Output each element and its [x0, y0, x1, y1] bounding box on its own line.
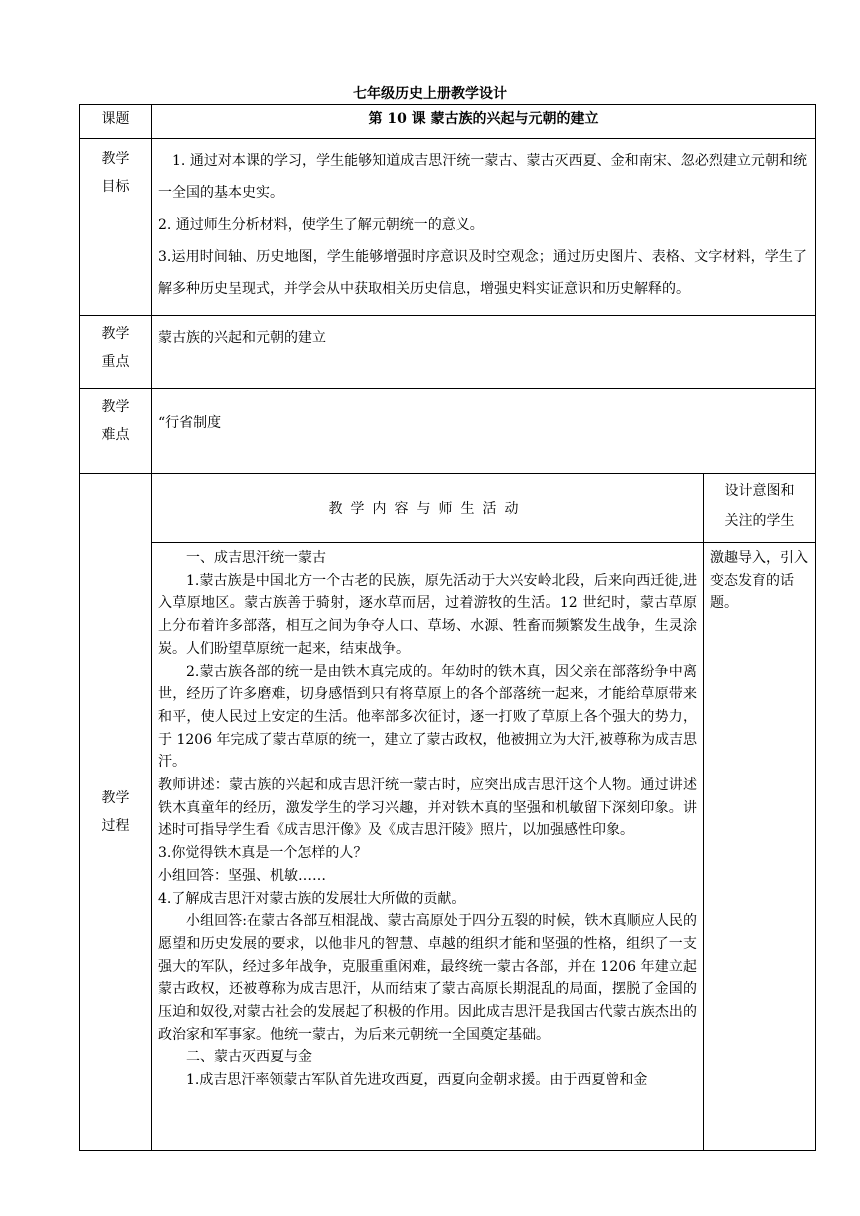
goal-item: 2. 通过师生分析材料，使学生了解元朝统一的意义。 — [158, 217, 484, 233]
process-label-cell — [80, 474, 152, 1151]
goals-row — [80, 139, 816, 316]
difficulties-row — [80, 389, 816, 474]
intent-header — [704, 474, 816, 543]
process-label-line-2: 过程 — [101, 818, 130, 834]
content-paragraph: 1.蒙古族是中国北方一个古老的民族，原先活动于大兴安岭北段，后来向西迁徙,进入草原地区。蒙古族善于骑射，逐水草而居，过着游牧的生活。12 世纪时，蒙古草原上分布着许多部落，相互之间为争夺人口、草场、水源、牲畜而频繁发生战争，生灵涂炭。人们盼望草原统一起来，结束战争。 — [158, 572, 697, 657]
difficulties-label-line-2: 难点 — [101, 427, 130, 443]
goals-content — [152, 139, 816, 316]
key-points-value: 蒙古族的兴起和元朝的建立 — [152, 316, 816, 389]
process-label-line-1: 教学 — [101, 790, 130, 806]
section-heading: 二、蒙古灭西夏与金 — [186, 1049, 312, 1066]
intent-header-line-1: 设计意图和 — [724, 483, 795, 499]
content-header: 教学内容与师生活动 — [152, 474, 704, 543]
process-header-row — [80, 474, 816, 543]
document-title: 七年级历史上册教学设计 — [353, 86, 507, 102]
difficulties-label-line-1: 教学 — [101, 399, 130, 415]
intent-header-line-2: 关注的学生 — [724, 513, 795, 529]
lesson-plan-table — [79, 104, 816, 1151]
topic-label: 课题 — [101, 111, 130, 127]
difficulties-value: “行省制度 — [152, 389, 816, 474]
content-paragraph: 教师讲述：蒙古族的兴起和成吉思汗统一蒙古时，应突出成吉思汗这个人物。通过讲述铁木真童年的经历，激发学生的学习兴趣，并对铁木真的坚强和机敏留下深刻印象。讲述时可指导学生看《成吉思汗像》及《成吉思汗陵》照片，以加强感性印象。 — [158, 777, 697, 839]
key-points-row — [80, 316, 816, 389]
content-paragraph: 3.你觉得铁木真是一个怎样的人？ — [158, 845, 368, 862]
goals-label-cell — [80, 139, 152, 316]
key-points-label-cell — [80, 316, 152, 389]
process-content — [152, 543, 704, 1151]
goals-label-line-2: 目标 — [101, 179, 130, 195]
topic-value: 第 10 课 蒙古族的兴起与元朝的建立 — [152, 105, 816, 139]
goals-label-line-1: 教学 — [101, 151, 130, 167]
content-paragraph: 1.成吉思汗率领蒙古军队首先进攻西夏，西夏向金朝求援。由于西夏曾和金 — [186, 1072, 648, 1089]
section-heading: 一、成吉思汗统一蒙古 — [186, 550, 326, 566]
key-points-label-line-1: 教学 — [101, 326, 130, 342]
intent-content: 激趣导入，引入变态发育的话题。 — [704, 543, 816, 1151]
difficulties-label-cell — [80, 389, 152, 474]
goal-item: 1. 通过对本课的学习，学生能够知道成吉思汗统一蒙古、蒙古灭西夏、金和南宋、忽必烈建立元朝和统一全国的基本史实。 — [158, 153, 808, 201]
topic-label-cell — [80, 105, 152, 139]
key-points-label-line-2: 重点 — [101, 354, 130, 370]
goal-item: 3.运用时间轴、历史地图，学生能够增强时序意识及时空观念；通过历史图片、表格、文字材料，学生了解多种历史呈现式，并学会从中获取相关历史信息，增强史料实证意识和历史解释的。 — [158, 249, 808, 297]
content-paragraph: 4.了解成吉思汗对蒙古族的发展壮大所做的贡献。 — [158, 890, 466, 907]
content-paragraph: 小组回答：坚强、机敏…… — [158, 867, 326, 884]
content-paragraph: 小组回答:在蒙古各部互相混战、蒙古高原处于四分五裂的时候，铁木真顺应人民的愿望和历史发展的要求，以他非凡的智慧、卓越的组织才能和坚强的性格，组织了一支强大的军队，经过多年战争，克服重重闲难，最终统一蒙古各部，并在 1206 年建立起蒙古政权，还被尊称为成吉思汗，从而结束了蒙古高原长期混乱的局面，摆脱了金国的压迫和奴役,对蒙古社会的发展起了积极的作用。因此成吉思汗是我国古代蒙古族杰出的政治家和军事家。他统一蒙古，为后来元朝统一全国奠定基础。 — [158, 913, 697, 1043]
process-content-body — [158, 547, 697, 1150]
topic-row — [80, 105, 816, 139]
content-paragraph: 2.蒙古族各部的统一是由铁木真完成的。年幼时的铁木真，因父亲在部落纷争中离世，经历了许多磨难，切身感悟到只有将草原上的各个部落统一起来，才能给草原带来和平，使人民过上安定的生活。他率部多次征讨，逐一打败了草原上各个强大的势力，于 1206 年完成了蒙古草原的统一，建立了蒙古政权，他被拥立为大汗,被尊称为成吉思汗。 — [158, 663, 697, 771]
process-content-row — [80, 543, 816, 1151]
